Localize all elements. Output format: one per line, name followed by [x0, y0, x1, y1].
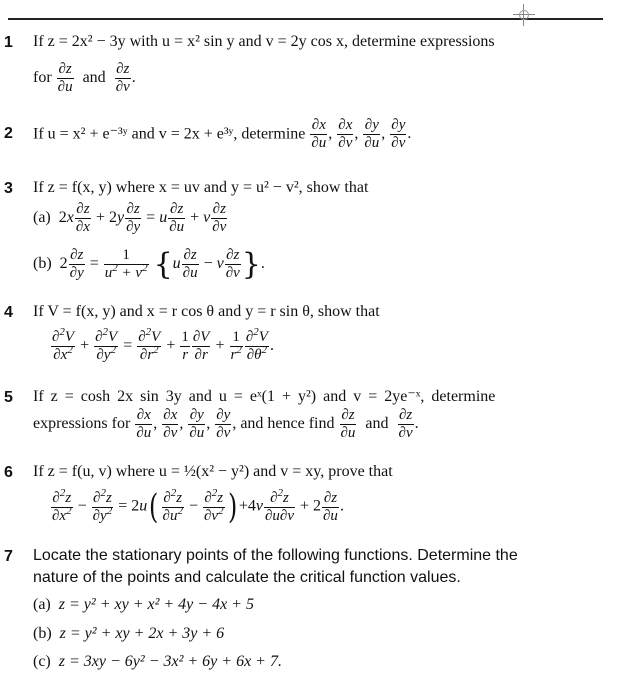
- part-label: (c): [33, 653, 51, 670]
- problem-number: 4: [4, 304, 13, 321]
- fraction-d2v-dtheta2: $\frac{\partial^2V}{\partial\theta^2}$: [245, 326, 268, 363]
- problem-5-and: and: [365, 415, 389, 433]
- problem-number: 2: [4, 125, 13, 142]
- fraction-one-over-r2: $\frac{1}{r^2}$: [230, 329, 242, 363]
- problem-6-line-1: If z = f(u, v) where u = ½(x² − y²) and v = xy, prove that: [33, 463, 393, 480]
- part-label: (a): [33, 596, 51, 613]
- fraction-dy-du: $\frac{\partial y}{\partial u}$: [189, 407, 205, 441]
- problem-3-part-a: (a) 2x $\frac{\partial z}{\partial x}$ + 2y $\frac{\partial z}{\partial y}$ = u $\frac{\partial z}{\partial u}$ + v $\frac{\partial z}{\partial v}$: [33, 201, 227, 235]
- problem-4-equation: $\frac{\partial^2V}{\partial x^2}$ + $\frac{\partial^2V}{\partial y^2}$ = $\frac{\partial^2V}{\partial r^2}$ + $\frac{1}{r}$ $\frac{\partial V}{\partial r}$ + $\frac{1}{r^2}$ $\frac{\partial^2V}{\partial\theta^2}$ .: [52, 326, 274, 363]
- problem-5-expressions-for: expressions for: [33, 415, 131, 433]
- fraction-dz-dv: $\frac{\partial z}{\partial v}$: [225, 247, 240, 281]
- problem-7-part-c: [33, 654, 282, 670]
- fraction-d2z-du2: $\frac{\partial^2z}{\partial u^2}$: [162, 486, 183, 524]
- problem-1-line-1: If z = 2x² − 3y with u = x² sin y and v = 2y cos x, determine expressions: [33, 33, 495, 50]
- problem-1-line-2: for $\frac{\partial z}{\partial u}$ and $\frac{\partial z}{\partial v}$ .: [33, 61, 136, 95]
- problem-1-for: for: [33, 69, 52, 87]
- part-label: (a): [33, 209, 51, 227]
- problem-3-part-b: (b) 2 $\frac{\partial z}{\partial y}$ = $\frac{1}{u^2 + v^2}$ {u $\frac{\partial z}{\partial u}$ − v $\frac{\partial z}{\partial v}$ }.: [33, 246, 265, 282]
- fraction-dy-du: $\frac{\partial y}{\partial u}$: [364, 117, 380, 151]
- problem-number: 3: [4, 180, 13, 197]
- part-label: (b): [33, 255, 52, 273]
- fraction-d2v-dy2: $\frac{\partial^2V}{\partial y^2}$: [95, 326, 118, 363]
- fraction-dx-dv: $\frac{\partial x}{\partial v}$: [163, 407, 178, 441]
- problem-3-line-1: If z = f(x, y) where x = uv and y = u² − v², show that: [33, 179, 369, 196]
- problem-number: 7: [4, 548, 13, 565]
- part-expression: z = 3xy − 6y² − 3x² + 6y + 6x + 7.: [58, 653, 282, 670]
- fraction-dz-dv: $\frac{\partial z}{\partial v}$: [398, 407, 413, 441]
- fraction-dz-du: $\frac{\partial z}{\partial u}$: [57, 61, 73, 95]
- fraction-dx-du: $\frac{\partial x}{\partial u}$: [136, 407, 152, 441]
- problem-6-equation: $\frac{\partial^2z}{\partial x^2}$ − $\frac{\partial^2z}{\partial y^2}$ = 2u( $\frac{\partial^2z}{\partial u^2}$ − $\frac{\partial^2z}{\partial v^2}$ ) +4v $\frac{\partial^2z}{\partial u\partial v}$ + 2 $\frac{\partial z}{\partial u}$ .: [52, 486, 344, 527]
- problem-1-and: and: [82, 69, 106, 87]
- fraction-dz-dv: $\frac{\partial z}{\partial v}$: [212, 201, 227, 235]
- problem-7-line-2: nature of the points and calculate the critical function values.: [33, 569, 461, 586]
- fraction-dy-dv: $\frac{\partial y}{\partial v}$: [391, 117, 406, 151]
- part-label: (b): [33, 625, 52, 642]
- fraction-dx-dv: $\frac{\partial x}{\partial v}$: [338, 117, 353, 151]
- fraction-one-over-r: $\frac{1}{r}$: [181, 329, 189, 363]
- fraction-d2v-dr2: $\frac{\partial^2V}{\partial r^2}$: [138, 326, 161, 363]
- fraction-dv-dr: $\frac{\partial V}{\partial r}$: [192, 329, 210, 363]
- fraction-dz-du: $\frac{\partial z}{\partial u}$: [323, 489, 338, 524]
- problem-5-line-2: expressions for $\frac{\partial x}{\partial u}$ , $\frac{\partial x}{\partial v}$ , $\frac{\partial y}{\partial u}$ , $\frac{\partial y}{\partial v}$ , and hence find $\frac{\partial z}{\partial u}$ and $\frac{\partial z}{\partial v}$ .: [33, 407, 419, 441]
- fraction-d2z-dy2: $\frac{\partial^2z}{\partial y^2}$: [92, 486, 113, 524]
- problem-7-line-1: Locate the stationary points of the following functions. Determine the: [33, 547, 518, 564]
- fraction-d2z-dudv: $\frac{\partial^2z}{\partial u\partial v}$: [264, 486, 294, 524]
- fraction-d2v-dx2: $\frac{\partial^2V}{\partial x^2}$: [52, 326, 75, 363]
- problem-number: 5: [4, 389, 13, 406]
- problem-2-line-1: If u = x² + e⁻³ʸ and v = 2x + e³ʸ, determine $\frac{\partial x}{\partial u}$ , $\frac{\partial x}{\partial v}$ , $\frac{\partial y}{\partial u}$ , $\frac{\partial y}{\partial v}$ .: [33, 117, 412, 151]
- part-expression: z = y² + xy + 2x + 3y + 6: [59, 625, 225, 642]
- fraction-dz-du: $\frac{\partial z}{\partial u}$: [340, 407, 356, 441]
- fraction-d2z-dv2: $\frac{\partial^2z}{\partial v^2}$: [203, 486, 224, 524]
- fraction-dz-dy: $\frac{\partial z}{\partial y}$: [126, 201, 141, 235]
- fraction-one-over-sum: $\frac{1}{u^2 + v^2}$: [104, 247, 148, 281]
- part-expression: z = y² + xy + x² + 4y − 4x + 5: [58, 596, 254, 613]
- problem-5-hence-find: , and hence find: [232, 415, 335, 433]
- crop-mark-icon: [513, 4, 535, 26]
- problem-7-part-b: [33, 626, 224, 642]
- problem-4-line-1: If V = f(x, y) and x = r cos θ and y = r sin θ, show that: [33, 303, 380, 320]
- fraction-dy-dv: $\frac{\partial y}{\partial v}$: [216, 407, 231, 441]
- fraction-dz-dx: $\frac{\partial z}{\partial x}$: [75, 201, 90, 235]
- problem-number: 1: [4, 34, 13, 51]
- problem-7-part-a: [33, 597, 254, 613]
- fraction-d2z-dx2: $\frac{\partial^2z}{\partial x^2}$: [52, 486, 72, 524]
- problem-5-line-1: If z = cosh 2x sin 3y and u = eˣ(1 + y²) and v = 2ye⁻ˣ, determine: [33, 388, 496, 405]
- problem-number: 6: [4, 464, 13, 481]
- problem-2-text: If u = x² + e⁻³ʸ and v = 2x + e³ʸ, determine: [33, 125, 306, 143]
- fraction-dz-du: $\frac{\partial z}{\partial u}$: [169, 201, 185, 235]
- fraction-dz-dv: $\frac{\partial z}{\partial v}$: [115, 61, 130, 95]
- fraction-dz-du: $\frac{\partial z}{\partial u}$: [182, 247, 198, 281]
- fraction-dx-du: $\frac{\partial x}{\partial u}$: [311, 117, 327, 151]
- fraction-dz-dy: $\frac{\partial z}{\partial y}$: [69, 247, 84, 281]
